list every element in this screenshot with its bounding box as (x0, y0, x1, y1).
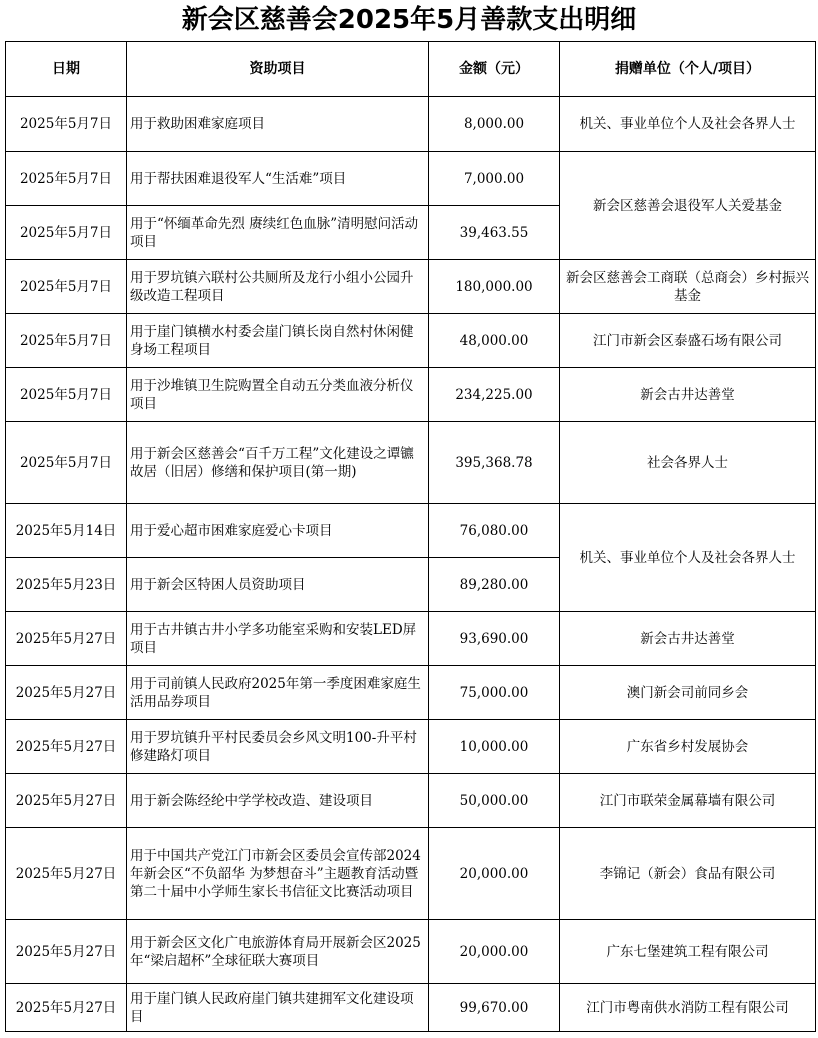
table-row (6, 828, 816, 920)
table-row (6, 984, 816, 1032)
table-row (6, 612, 816, 666)
row-project: 用于新会陈经纶中学学校改造、建设项目 (127, 774, 429, 828)
row-date: 2025年5月27日 (6, 984, 127, 1032)
row-date: 2025年5月7日 (6, 368, 127, 422)
row-donor: 新会古井达善堂 (560, 612, 816, 666)
row-donor: 新会区慈善会退役军人关爱基金 (560, 152, 816, 260)
page-title: 新会区慈善会2025年5月善款支出明细 (181, 5, 637, 35)
row-date: 2025年5月27日 (6, 666, 127, 720)
table-row (6, 368, 816, 422)
row-donor: 机关、事业单位个人及社会各界人士 (560, 97, 816, 152)
row-donor: 广东省乡村发展协会 (560, 720, 816, 774)
header-amount: 金额（元） (429, 42, 560, 97)
table-row (6, 314, 816, 368)
row-project: 用于沙堆镇卫生院购置全自动五分类血液分析仪项目 (127, 368, 429, 422)
table-row (6, 666, 816, 720)
row-donor: 广东七堡建筑工程有限公司 (560, 920, 816, 984)
row-date: 2025年5月27日 (6, 920, 127, 984)
row-date: 2025年5月7日 (6, 97, 127, 152)
row-project: 用于司前镇人民政府2025年第一季度困难家庭生活用品券项目 (127, 666, 429, 720)
row-project: 用于新会区慈善会“百千万工程”文化建设之谭镳故居（旧居）修缮和保护项目(第一期) (127, 422, 429, 504)
row-date: 2025年5月27日 (6, 828, 127, 920)
row-project: 用于罗坑镇六联村公共厕所及龙行小组小公园升级改造工程项目 (127, 260, 429, 314)
row-date: 2025年5月7日 (6, 206, 127, 260)
header-donor: 捐赠单位（个人/项目） (560, 42, 816, 97)
expenditure-table (5, 41, 816, 1032)
row-date: 2025年5月7日 (6, 260, 127, 314)
row-donor: 新会古井达善堂 (560, 368, 816, 422)
row-date: 2025年5月27日 (6, 720, 127, 774)
table-row (6, 260, 816, 314)
row-project: 用于中国共产党江门市新会区委员会宣传部2024年新会区“不负韶华 为梦想奋斗”主题教育活动暨第二十届中小学师生家长书信征文比赛活动项目 (127, 828, 429, 920)
header-date: 日期 (6, 42, 127, 97)
row-project: 用于新会区特困人员资助项目 (127, 558, 429, 612)
row-project: 用于爱心超市困难家庭爱心卡项目 (127, 504, 429, 558)
row-amount: 48,000.00 (429, 314, 560, 368)
row-amount: 75,000.00 (429, 666, 560, 720)
row-donor: 社会各界人士 (560, 422, 816, 504)
row-donor: 机关、事业单位个人及社会各界人士 (560, 504, 816, 612)
row-date: 2025年5月23日 (6, 558, 127, 612)
header-row (6, 42, 816, 97)
table-row (6, 920, 816, 984)
row-amount: 39,463.55 (429, 206, 560, 260)
row-amount: 8,000.00 (429, 97, 560, 152)
row-project: 用于古井镇古井小学多功能室采购和安装LED屏项目 (127, 612, 429, 666)
row-donor: 江门市联荣金属幕墙有限公司 (560, 774, 816, 828)
row-donor: 江门市新会区泰盛石场有限公司 (560, 314, 816, 368)
table-row (6, 774, 816, 828)
row-project: 用于新会区文化广电旅游体育局开展新会区2025年“梁启超杯”全球征联大赛项目 (127, 920, 429, 984)
row-amount: 50,000.00 (429, 774, 560, 828)
row-amount: 10,000.00 (429, 720, 560, 774)
row-amount: 180,000.00 (429, 260, 560, 314)
table-row (6, 97, 816, 152)
row-amount: 93,690.00 (429, 612, 560, 666)
row-date: 2025年5月7日 (6, 152, 127, 206)
row-donor: 澳门新会司前同乡会 (560, 666, 816, 720)
row-amount: 76,080.00 (429, 504, 560, 558)
row-date: 2025年5月7日 (6, 422, 127, 504)
row-amount: 20,000.00 (429, 828, 560, 920)
header-project: 资助项目 (127, 42, 429, 97)
row-date: 2025年5月7日 (6, 314, 127, 368)
row-donor: 新会区慈善会工商联（总商会）乡村振兴基金 (560, 260, 816, 314)
table-row (6, 422, 816, 504)
row-project: 用于崖门镇横水村委会崖门镇长岗自然村休闲健身场工程项目 (127, 314, 429, 368)
row-project: 用于“怀缅革命先烈 赓续红色血脉”清明慰问活动项目 (127, 206, 429, 260)
table-row (6, 720, 816, 774)
row-amount: 99,670.00 (429, 984, 560, 1032)
row-project: 用于罗坑镇升平村民委员会乡风文明100-升平村修建路灯项目 (127, 720, 429, 774)
table-row (6, 504, 816, 558)
row-date: 2025年5月27日 (6, 612, 127, 666)
row-project: 用于帮扶困难退役军人“生活难”项目 (127, 152, 429, 206)
row-date: 2025年5月14日 (6, 504, 127, 558)
row-donor: 江门市粤南供水消防工程有限公司 (560, 984, 816, 1032)
row-amount: 234,225.00 (429, 368, 560, 422)
table-row (6, 152, 816, 206)
row-date: 2025年5月27日 (6, 774, 127, 828)
row-amount: 89,280.00 (429, 558, 560, 612)
row-amount: 7,000.00 (429, 152, 560, 206)
row-project: 用于救助困难家庭项目 (127, 97, 429, 152)
row-amount: 395,368.78 (429, 422, 560, 504)
row-donor: 李锦记（新会）食品有限公司 (560, 828, 816, 920)
row-amount: 20,000.00 (429, 920, 560, 984)
row-project: 用于崖门镇人民政府崖门镇共建拥军文化建设项目 (127, 984, 429, 1032)
